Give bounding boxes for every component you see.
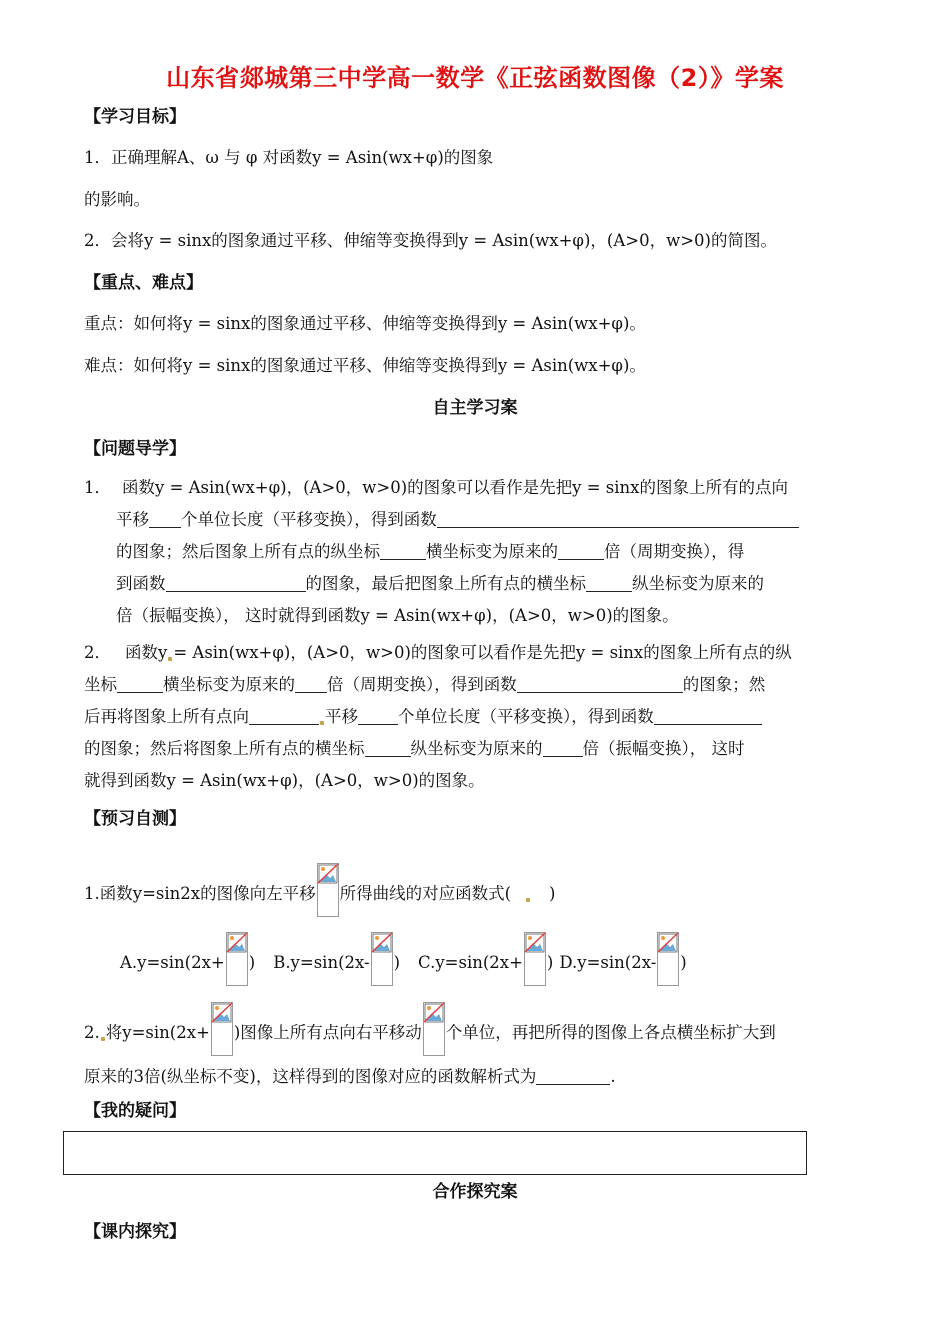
difficulty-text: 难点：如何将y = sinx的图象通过平移、伸缩等变换得到y = Asin(wx+φ)。 — [84, 356, 646, 375]
text-segment: B.y=sin(2x- — [273, 953, 370, 972]
broken-image-icon — [371, 932, 393, 986]
fill-blank[interactable] — [149, 509, 181, 528]
text-segment: 将y=sin(2x+ — [105, 1023, 210, 1042]
key-point-text: 重点：如何将y = sinx的图象通过平移、伸缩等变换得到y = Asin(wx+φ)。 — [84, 314, 646, 333]
fill-blank[interactable] — [558, 541, 604, 560]
pretest-question-1 — [84, 863, 555, 917]
text-segment: 的图象；然后将图象上所有点的横坐标 — [84, 739, 365, 758]
question-1-line-4 — [116, 573, 764, 595]
text-segment: 2. — [84, 1023, 100, 1042]
self-study-heading: 自主学习案 — [432, 398, 518, 418]
text-segment: )图像上所有点向右平移动 — [233, 1023, 422, 1042]
objective-1-line-1: 1．正确理解A、ω 与 φ 对函数y = Asin(wx+φ)的图象 — [84, 148, 494, 167]
stray-mark-icon — [320, 721, 324, 725]
fill-blank[interactable] — [365, 738, 411, 757]
broken-image-icon — [317, 863, 339, 917]
question-2-line-4 — [84, 738, 745, 760]
text-segment: C.y=sin(2x+ — [418, 953, 523, 972]
text-segment: 的图象；然 — [682, 675, 766, 694]
questions-heading: 【我的疑问】 — [84, 1101, 186, 1121]
text-segment: ) — [546, 953, 554, 972]
text-segment: 横坐标变为原来的 — [163, 675, 295, 694]
broken-image-icon — [226, 932, 248, 986]
text-segment: ) — [393, 953, 401, 972]
option-b[interactable] — [273, 953, 400, 972]
key-points-heading: 【重点、难点】 — [84, 273, 203, 293]
text-segment: = Asin(wx+φ)，(A>0，w>0)的图象可以看作是先把y = sinx的图象上所有点的纵 — [173, 643, 792, 662]
text-segment: D.y=sin(2x- — [559, 953, 657, 972]
cooperation-heading: 合作探究案 — [432, 1182, 518, 1202]
text-segment: 后再将图象上所有点向 — [84, 707, 249, 726]
text-segment: ) — [549, 884, 556, 903]
option-c[interactable] — [418, 953, 553, 972]
question-1-line-3 — [116, 541, 744, 563]
question-1-line-2 — [116, 509, 799, 531]
option-a[interactable] — [120, 953, 255, 972]
broken-image-icon — [524, 932, 546, 986]
fill-blank[interactable] — [536, 1066, 610, 1085]
text-segment: 的图象；然后图象上所有点的纵坐标 — [116, 542, 380, 561]
text-segment: 平移 — [325, 707, 358, 726]
pretest-heading: 【预习自测】 — [84, 809, 186, 829]
objective-2: 2．会将y = sinx的图象通过平移、伸缩等变换得到y = Asin(wx+φ)，(A>0，w>0)的简图。 — [84, 231, 777, 250]
text-segment: 所得曲线的对应函数式( — [339, 884, 512, 903]
pretest-question-2-line-2 — [84, 1066, 616, 1088]
objective-1-line-2: 的影响。 — [84, 190, 150, 209]
pretest-question-2 — [84, 1002, 776, 1056]
fill-blank[interactable] — [358, 706, 398, 725]
text-segment: 1.函数y=sin2x的图像向左平移 — [84, 884, 316, 903]
question-2-line-3 — [84, 706, 762, 728]
question-2-line-2 — [84, 674, 765, 696]
fill-blank[interactable] — [517, 674, 683, 693]
fill-blank[interactable] — [543, 738, 583, 757]
inclass-heading: 【课内探究】 — [84, 1222, 186, 1242]
text-segment: 倍（振幅变换）， 这时 — [582, 739, 745, 758]
broken-image-icon — [423, 1002, 445, 1056]
option-d[interactable] — [559, 953, 686, 972]
fill-blank[interactable] — [586, 573, 632, 592]
document-title: 山东省郯城第三中学高一数学《正弦函数图像（2）》学案 — [166, 64, 784, 92]
fill-blank[interactable] — [249, 706, 319, 725]
stray-mark-icon — [526, 898, 530, 902]
text-segment: ) — [680, 953, 687, 972]
question-2-line-5: 就得到函数y = Asin(wx+φ)，(A>0，w>0)的图象。 — [84, 771, 485, 790]
text-segment: A.y=sin(2x+ — [120, 953, 225, 972]
questions-answer-box[interactable] — [63, 1131, 807, 1175]
stray-mark-icon — [101, 1037, 105, 1041]
pretest-options — [120, 932, 687, 986]
text-segment: . — [610, 1067, 616, 1086]
question-1-line-1: 函数y = Asin(wx+φ)，(A>0，w>0)的图象可以看作是先把y = sinx的图象上所有的点向 — [122, 478, 788, 497]
text-segment: 的图象，最后把图象上所有点的横坐标 — [305, 574, 586, 593]
text-segment: 原来的3倍(纵坐标不变)，这样得到的图像对应的函数解析式为 — [84, 1067, 537, 1086]
text-segment: 个单位，再把所得的图像上各点横坐标扩大到 — [445, 1023, 776, 1042]
fill-blank[interactable] — [295, 674, 327, 693]
text-segment: 函数y — [125, 643, 168, 662]
text-segment: 个单位长度（平移变换），得到函数 — [181, 510, 437, 529]
stray-mark-icon — [168, 657, 172, 661]
question-2-line-1 — [84, 642, 792, 664]
text-segment: 平移 — [116, 510, 149, 529]
text-segment: 纵坐标变为原来的 — [632, 574, 764, 593]
text-segment: 2． — [84, 643, 111, 662]
fill-blank[interactable] — [380, 541, 426, 560]
fill-blank[interactable] — [437, 509, 799, 528]
question-1-line-5: 倍（振幅变换）， 这时就得到函数y = Asin(wx+φ)，(A>0，w>0)的图象。 — [116, 606, 679, 625]
guide-heading: 【问题导学】 — [84, 439, 186, 459]
text-segment: 倍（周期变换），得到函数 — [327, 675, 517, 694]
text-segment: 倍（周期变换），得 — [604, 542, 745, 561]
text-segment: 横坐标变为原来的 — [426, 542, 558, 561]
text-segment: ) — [248, 953, 256, 972]
fill-blank[interactable] — [117, 674, 163, 693]
objectives-heading: 【学习目标】 — [84, 107, 186, 127]
broken-image-icon — [657, 932, 679, 986]
question-1-number: 1． — [84, 478, 111, 497]
fill-blank[interactable] — [654, 706, 762, 725]
fill-blank[interactable] — [166, 573, 306, 592]
text-segment: 纵坐标变为原来的 — [410, 739, 543, 758]
text-segment: 个单位长度（平移变换），得到函数 — [398, 707, 654, 726]
broken-image-icon — [211, 1002, 233, 1056]
text-segment: 坐标 — [84, 675, 117, 694]
text-segment: 到函数 — [116, 574, 166, 593]
